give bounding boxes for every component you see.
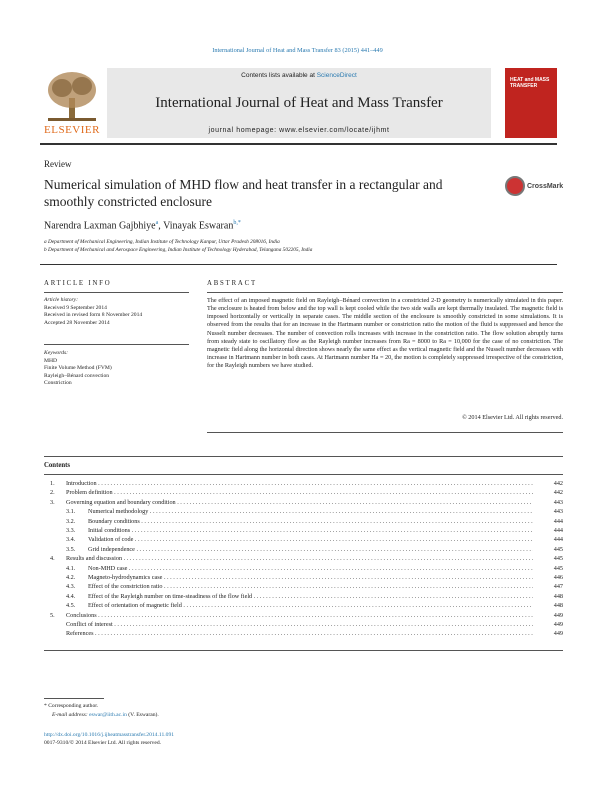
toc-number: 4.1.: [66, 564, 76, 572]
toc-page-number: 442: [553, 489, 563, 497]
toc-page-number: 443: [553, 498, 563, 506]
toc-page-number: 444: [553, 517, 563, 525]
article-info-heading: ARTICLE INFO: [44, 280, 112, 287]
issn-line: 0017-9310/© 2014 Elsevier Ltd. All rights reserved.: [44, 740, 162, 746]
article-history: [44, 297, 194, 327]
toc-row[interactable]: [44, 620, 563, 629]
abstract-rule: [207, 292, 563, 293]
toc-page-number: 449: [553, 621, 563, 628]
author-affil-mark[interactable]: b,*: [233, 220, 241, 226]
toc-title[interactable]: Results and discussion . . .: [66, 554, 533, 563]
toc-number: 4.2.: [66, 574, 76, 581]
homepage-prefix: journal homepage:: [208, 127, 277, 134]
journal-title: International Journal of Heat and Mass Transfer: [155, 95, 443, 111]
toc-row[interactable]: [44, 545, 563, 554]
contents-heading: Contents: [44, 462, 71, 469]
toc-title[interactable]: Effect of the constriction ratio . . .: [88, 582, 533, 591]
history-accepted: Accepted 28 November 2014: [44, 319, 110, 326]
keyword: Finite Volume Method (FVM): [44, 365, 112, 372]
toc-title[interactable]: Grid independence . . .: [88, 545, 533, 554]
toc-number: 3.2.: [66, 517, 76, 525]
email-label: E-mail address:: [52, 712, 88, 718]
keyword: MHD: [44, 357, 58, 364]
toc-row[interactable]: [44, 507, 563, 516]
history-received: Received 9 September 2014: [44, 304, 107, 311]
toc-row[interactable]: [44, 488, 563, 497]
toc-row[interactable]: [44, 629, 563, 638]
paper-title: Numerical simulation of MHD flow and heat transfer in a rectangular and smoothly constricted enclosure: [44, 177, 443, 209]
toc-row[interactable]: [44, 498, 563, 507]
keywords-rule: [44, 344, 189, 345]
journal-cover-text: HEAT and MASS TRANSFER: [510, 77, 550, 89]
sciencedirect-link[interactable]: ScienceDirect: [316, 72, 357, 79]
toc-page-number: 449: [553, 611, 563, 619]
toc-page-number: 447: [553, 583, 563, 591]
toc-row[interactable]: [44, 611, 563, 620]
toc-row[interactable]: [44, 573, 563, 582]
journal-citation[interactable]: International Journal of Heat and Mass Transfer 83 (2015) 441–449: [212, 47, 383, 54]
author-name: Vinayak Eswaran: [163, 220, 234, 232]
toc-page-number: 445: [553, 555, 563, 563]
toc-row[interactable]: [44, 554, 563, 563]
keyword: Rayleigh–Bénard convection: [44, 372, 110, 379]
toc-title[interactable]: Conclusions . . .: [66, 611, 533, 620]
contents-line: [107, 72, 491, 79]
abstract-bottom-rule: [207, 432, 563, 433]
publisher-name: ELSEVIER: [44, 124, 100, 136]
history-label: Article history:: [44, 297, 79, 303]
toc-title[interactable]: Numerical methodology . . .: [88, 507, 533, 516]
toc-row[interactable]: [44, 592, 563, 601]
abstract-text: The effect of an imposed magnetic field on Rayleigh–Bénard convection in a constricted 2-D geometry is numerically simulated in this paper. The enclosure is heated from below and the top wall is kept cooled while the two side walls are kept thermally insulated. The magnetic field is imposed horizontally or vertically in separate cases. The middle section of the enclosure is smoothly constricted in some simulations. It is observed from the results that for an increase in the Hartmann number or constriction ratio the motion of the fluid is suppressed and hence the Nusselt number decreases. The number of convection rolls increases with increase in the constriction ratio. The flow solution abruptly turns from steady state to oscillatory flow as the Rayleigh number increases from Ra = 8000 to Ra = 10,000 for the case of no constriction. The magnetic field along the horizontal direction shows nearly the same effect as the vertical magnetic field and the Nusselt number decreases with increase in Hartmann number in both cases. At Hartmann number Ha = 20, the motion is completely suppressed irrespective of the constriction, for the Rayleigh numbers we have studied.: [207, 297, 563, 370]
toc-number: 4.3.: [66, 583, 76, 591]
toc-number: 3.: [50, 498, 55, 506]
email-suffix: (V. Eswaran).: [128, 712, 159, 718]
toc-title[interactable]: Effect of orientation of magnetic field . . .: [88, 601, 533, 610]
toc-title[interactable]: References . . .: [66, 629, 533, 638]
toc-title[interactable]: Non-MHD case . . .: [88, 564, 533, 573]
toc-page-number: 443: [553, 508, 563, 516]
toc-number: 2.: [50, 489, 55, 497]
author-name: Narendra Laxman Gajbhiye: [44, 220, 156, 232]
toc-page-number: 444: [553, 536, 563, 544]
contents-prefix: Contents lists available at: [241, 72, 315, 79]
contents-heading-rule: [44, 474, 563, 475]
toc-title[interactable]: Problem definition . . .: [66, 488, 533, 497]
toc-number: 4.5.: [66, 602, 76, 610]
corresponding-author-note: * Corresponding author.: [44, 703, 99, 709]
toc-page-number: 445: [553, 564, 563, 572]
toc-title[interactable]: Validation of code . . .: [88, 535, 533, 544]
keywords-block: [44, 350, 194, 388]
toc-number: 3.3.: [66, 527, 76, 534]
toc-number: 5.: [50, 611, 55, 619]
toc-title[interactable]: Effect of the Rayleigh number on time-steadiness of the flow field . . .: [88, 592, 533, 601]
homepage-link[interactable]: www.elsevier.com/locate/ijhmt: [279, 127, 390, 134]
crossmark-icon[interactable]: [505, 176, 525, 196]
toc-title[interactable]: Magneto-hydrodynamics case . . .: [88, 573, 533, 582]
email-link[interactable]: eswar@iith.ac.in: [89, 712, 127, 718]
header-divider: [40, 143, 557, 145]
toc-row[interactable]: [44, 564, 563, 573]
toc-page-number: 448: [553, 602, 563, 610]
toc-title[interactable]: Boundary conditions . . .: [88, 517, 533, 526]
toc-page-number: 448: [553, 592, 563, 600]
affiliation-a: a Department of Mechanical Engineering, Indian Institute of Technology Kanpur, Uttar Pradesh 208016, India: [44, 239, 280, 245]
toc-number: 3.1.: [66, 508, 76, 516]
toc-row[interactable]: [44, 517, 563, 526]
abstract-copyright: © 2014 Elsevier Ltd. All rights reserved.: [462, 414, 563, 421]
toc-title[interactable]: Governing equation and boundary condition . . .: [66, 498, 533, 507]
toc-row[interactable]: [44, 535, 563, 544]
history-revised: Received in revised form 8 November 2014: [44, 312, 143, 319]
affiliation-divider: [40, 264, 557, 265]
author-affil-mark[interactable]: a: [155, 220, 159, 226]
toc-title[interactable]: Initial conditions . . .: [88, 526, 533, 535]
toc-number: 4.4.: [66, 592, 76, 600]
contents-top-rule: [44, 456, 563, 457]
toc-page-number: 444: [553, 527, 563, 534]
toc-row[interactable]: [44, 601, 563, 610]
article-info-rule: [44, 292, 189, 293]
toc-number: 4.: [50, 555, 55, 563]
abstract-heading: ABSTRACT: [207, 280, 257, 287]
toc-row[interactable]: [44, 582, 563, 591]
author-list: Narendra Laxman Gajbhiye$^a$, Vinayak Eswaran$^{b,*}$: [44, 220, 241, 232]
affiliation-b: b Department of Mechanical and Aerospace Engineering, Indian Institute of Technology Hyderabad, Telangana 502205, India: [44, 247, 313, 253]
toc-page-number: 445: [553, 545, 563, 553]
doi-link[interactable]: http://dx.doi.org/10.1016/j.ijheatmasstransfer.2014.11.091: [44, 732, 175, 738]
toc-number: 3.4.: [66, 536, 76, 544]
toc-page-number: 442: [553, 480, 563, 487]
keywords-label: Keywords:: [44, 350, 69, 356]
toc-number: 3.5.: [66, 545, 76, 553]
footnote-rule: [44, 698, 104, 699]
toc-page-number: 449: [553, 630, 563, 638]
crossmark-label[interactable]: CrossMark: [527, 183, 564, 190]
toc-row[interactable]: [44, 526, 563, 535]
article-type: Review: [44, 159, 72, 169]
toc-title[interactable]: Introduction . . .: [66, 479, 533, 488]
email-footnote: [52, 712, 159, 720]
toc-row[interactable]: [44, 479, 563, 488]
keyword: Constriction: [44, 380, 72, 387]
toc-title[interactable]: Conflict of interest . . .: [66, 620, 533, 629]
contents-bottom-rule: [44, 650, 563, 651]
toc-page-number: 446: [553, 574, 563, 581]
journal-homepage: [107, 127, 491, 134]
toc-number: 1.: [50, 480, 55, 487]
